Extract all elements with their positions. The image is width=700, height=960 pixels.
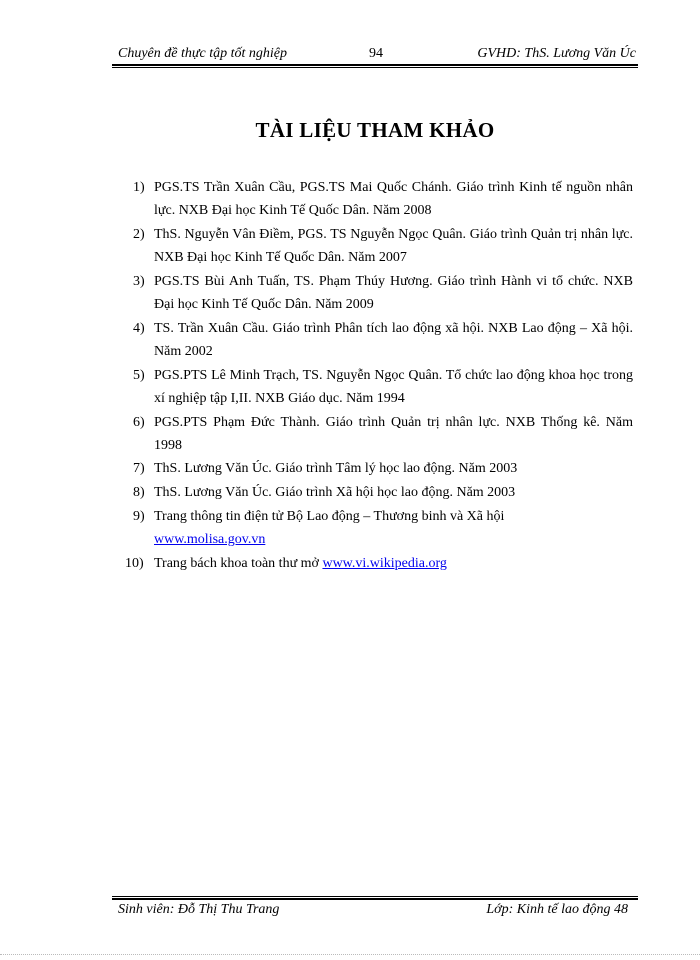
header-document-type: Chuyên đề thực tập tốt nghiệp bbox=[118, 46, 287, 61]
reference-text: PGS.TS Bùi Anh Tuấn, TS. Phạm Thúy Hương. Giáo trình Hành vi tổ chức. NXB Đại học Kinh Tế Quốc Dân. Năm 2009 bbox=[154, 273, 633, 313]
reference-number: 4) bbox=[133, 320, 145, 336]
reference-item bbox=[128, 481, 633, 504]
reference-text: PGS.PTS Lê Minh Trạch, TS. Nguyễn Ngọc Quân. Tổ chức lao động khoa học trong xí nghiệp tập I,II. NXB Giáo dục. Năm 1994 bbox=[154, 367, 633, 406]
reference-number: 7) bbox=[133, 461, 145, 477]
reference-number: 8) bbox=[133, 485, 145, 501]
reference-item bbox=[128, 270, 633, 316]
reference-text: Trang bách khoa toàn thư mở bbox=[154, 555, 319, 571]
reference-item bbox=[128, 223, 633, 269]
reference-text: PGS.TS Trần Xuân Cầu, PGS.TS Mai Quốc Chánh. Giáo trình Kinh tế nguồn nhân lực. NXB Đại học Kinh Tế Quốc Dân. Năm 2008 bbox=[154, 180, 633, 219]
reference-item bbox=[128, 317, 633, 363]
reference-list bbox=[125, 176, 633, 575]
reference-number: 5) bbox=[133, 367, 145, 383]
reference-text: ThS. Nguyễn Vân Điềm, PGS. TS Nguyễn Ngọc Quân. Giáo trình Quản trị nhân lực. NXB Đại học Kinh Tế Quốc Dân. Năm 2007 bbox=[154, 226, 633, 266]
reference-text: PGS.PTS Phạm Đức Thành. Giáo trình Quản trị nhân lực. NXB Thống kê. Năm 1998 bbox=[154, 414, 633, 453]
reference-text: ThS. Lương Văn Úc. Giáo trình Xã hội học lao động. Năm 2003 bbox=[154, 485, 516, 501]
reference-text: Trang thông tin điện tử Bộ Lao động – Thương binh và Xã hội bbox=[154, 508, 505, 524]
page-edge-divider bbox=[0, 954, 700, 955]
page-footer bbox=[118, 900, 628, 920]
reference-item bbox=[128, 411, 633, 457]
reference-item bbox=[125, 552, 633, 575]
reference-item bbox=[128, 364, 633, 410]
reference-text: TS. Trần Xuân Cầu. Giáo trình Phân tích lao động xã hội. NXB Lao động – Xã hội. Năm 2002 bbox=[154, 320, 633, 359]
reference-item bbox=[128, 457, 633, 480]
wikipedia-link[interactable]: www.vi.wikipedia.org bbox=[322, 555, 447, 571]
reference-item bbox=[128, 505, 633, 551]
page-header bbox=[118, 44, 638, 64]
reference-item bbox=[128, 176, 633, 222]
footer-student: Sinh viên: Đỗ Thị Thu Trang bbox=[118, 902, 280, 917]
header-rule bbox=[112, 64, 638, 68]
reference-number: 3) bbox=[133, 273, 145, 289]
reference-number: 1) bbox=[133, 180, 145, 195]
header-supervisor: GVHD: ThS. Lương Văn Úc bbox=[477, 46, 636, 61]
reference-number: 6) bbox=[133, 414, 145, 430]
molisa-link[interactable]: www.molisa.gov.vn bbox=[154, 532, 266, 548]
footer-class: Lớp: Kinh tế lao động 48 bbox=[486, 902, 628, 917]
page-title: TÀI LIỆU THAM KHẢO bbox=[255, 118, 495, 142]
reference-text: ThS. Lương Văn Úc. Giáo trình Tâm lý học lao động. Năm 2003 bbox=[154, 461, 518, 477]
reference-number: 9) bbox=[133, 508, 145, 524]
page-number: 94 bbox=[369, 46, 383, 61]
reference-number: 10) bbox=[125, 555, 144, 571]
reference-number: 2) bbox=[133, 226, 145, 242]
